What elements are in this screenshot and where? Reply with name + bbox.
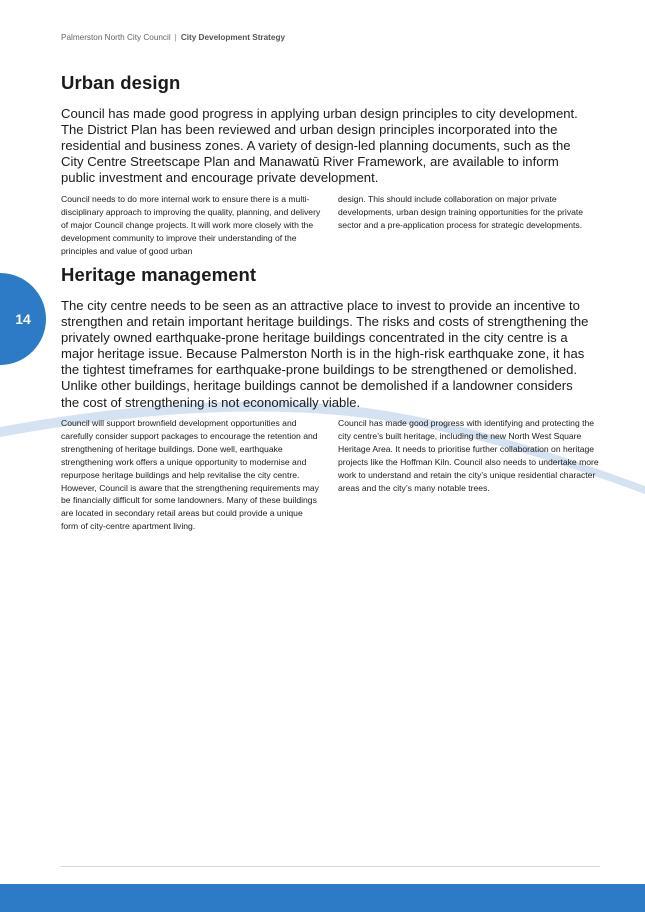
header-organization: Palmerston North City Council	[61, 33, 171, 42]
urban-design-lead: Council has made good progress in applying urban design principles to city development. The District Plan has been reviewed and urban design principles incorporated into the residential and business zones. A variety of design-led planning documents, such as the City Centre Streetscape Plan and Manawatū River Framework, are available to inform public investment and encourage private development.	[61, 106, 578, 186]
urban-design-body-right: design. This should include collaboration on major private developments, urban design training opportunities for the private sector and a pre-application process for strategic developments.	[338, 194, 584, 230]
footer-rule	[61, 866, 600, 867]
page-number: 14	[15, 311, 31, 327]
header-separator: |	[174, 33, 177, 42]
heritage-management-heading: Heritage management	[61, 264, 257, 285]
heritage-management-lead: The city centre needs to be seen as an attractive place to invest to provide an incentive to strengthen and retain important heritage buildings. The risks and costs of strengthening the privately owned earthquake-prone heritage buildings concentrated in the city centre is a major heritage issue. Because Palmerston North is in the high-risk earthquake zone, it has the tightest timeframes for earthquake-prone buildings to be strengthened or demolished. Unlike other buildings, heritage buildings cannot be demolished if a landowner considers the cost of strengthening is not economically viable.	[61, 298, 589, 410]
heritage-management-body-left: Council will support brownfield development opportunities and carefully consider support packages to encourage the retention and strengthening of heritage buildings. Done well, earthquake strengthening work offers a unique opportunity to modernise and repurpose heritage buildings and help revitalise the city centre. However, Council is aware that the strengthening requirements may be financially difficult for some landowners. Many of these buildings are located in secondary retail areas but could provide a unique form of city-centre apartment living.	[61, 418, 319, 532]
footer-band	[0, 884, 645, 912]
header-document-title: City Development Strategy	[180, 33, 286, 42]
heritage-management-body-right: Council has made good progress with identifying and protecting the city centre’s built heritage, including the new North West Square Heritage Area. It needs to prioritise further collaboration on heritage projects like the Hoffman Kiln. Council also needs to undertake more work to understand and retain the city’s unique residential character areas and the city’s many notable trees.	[338, 418, 599, 493]
urban-design-body-left: Council needs to do more internal work to ensure there is a multi-disciplinary approach to improving the quality, planning, and delivery of major Council change projects. It will work more closely with the development community to improve their understanding of the principles and value of good urban	[61, 194, 321, 256]
urban-design-heading: Urban design	[61, 72, 181, 93]
running-header	[61, 33, 285, 42]
